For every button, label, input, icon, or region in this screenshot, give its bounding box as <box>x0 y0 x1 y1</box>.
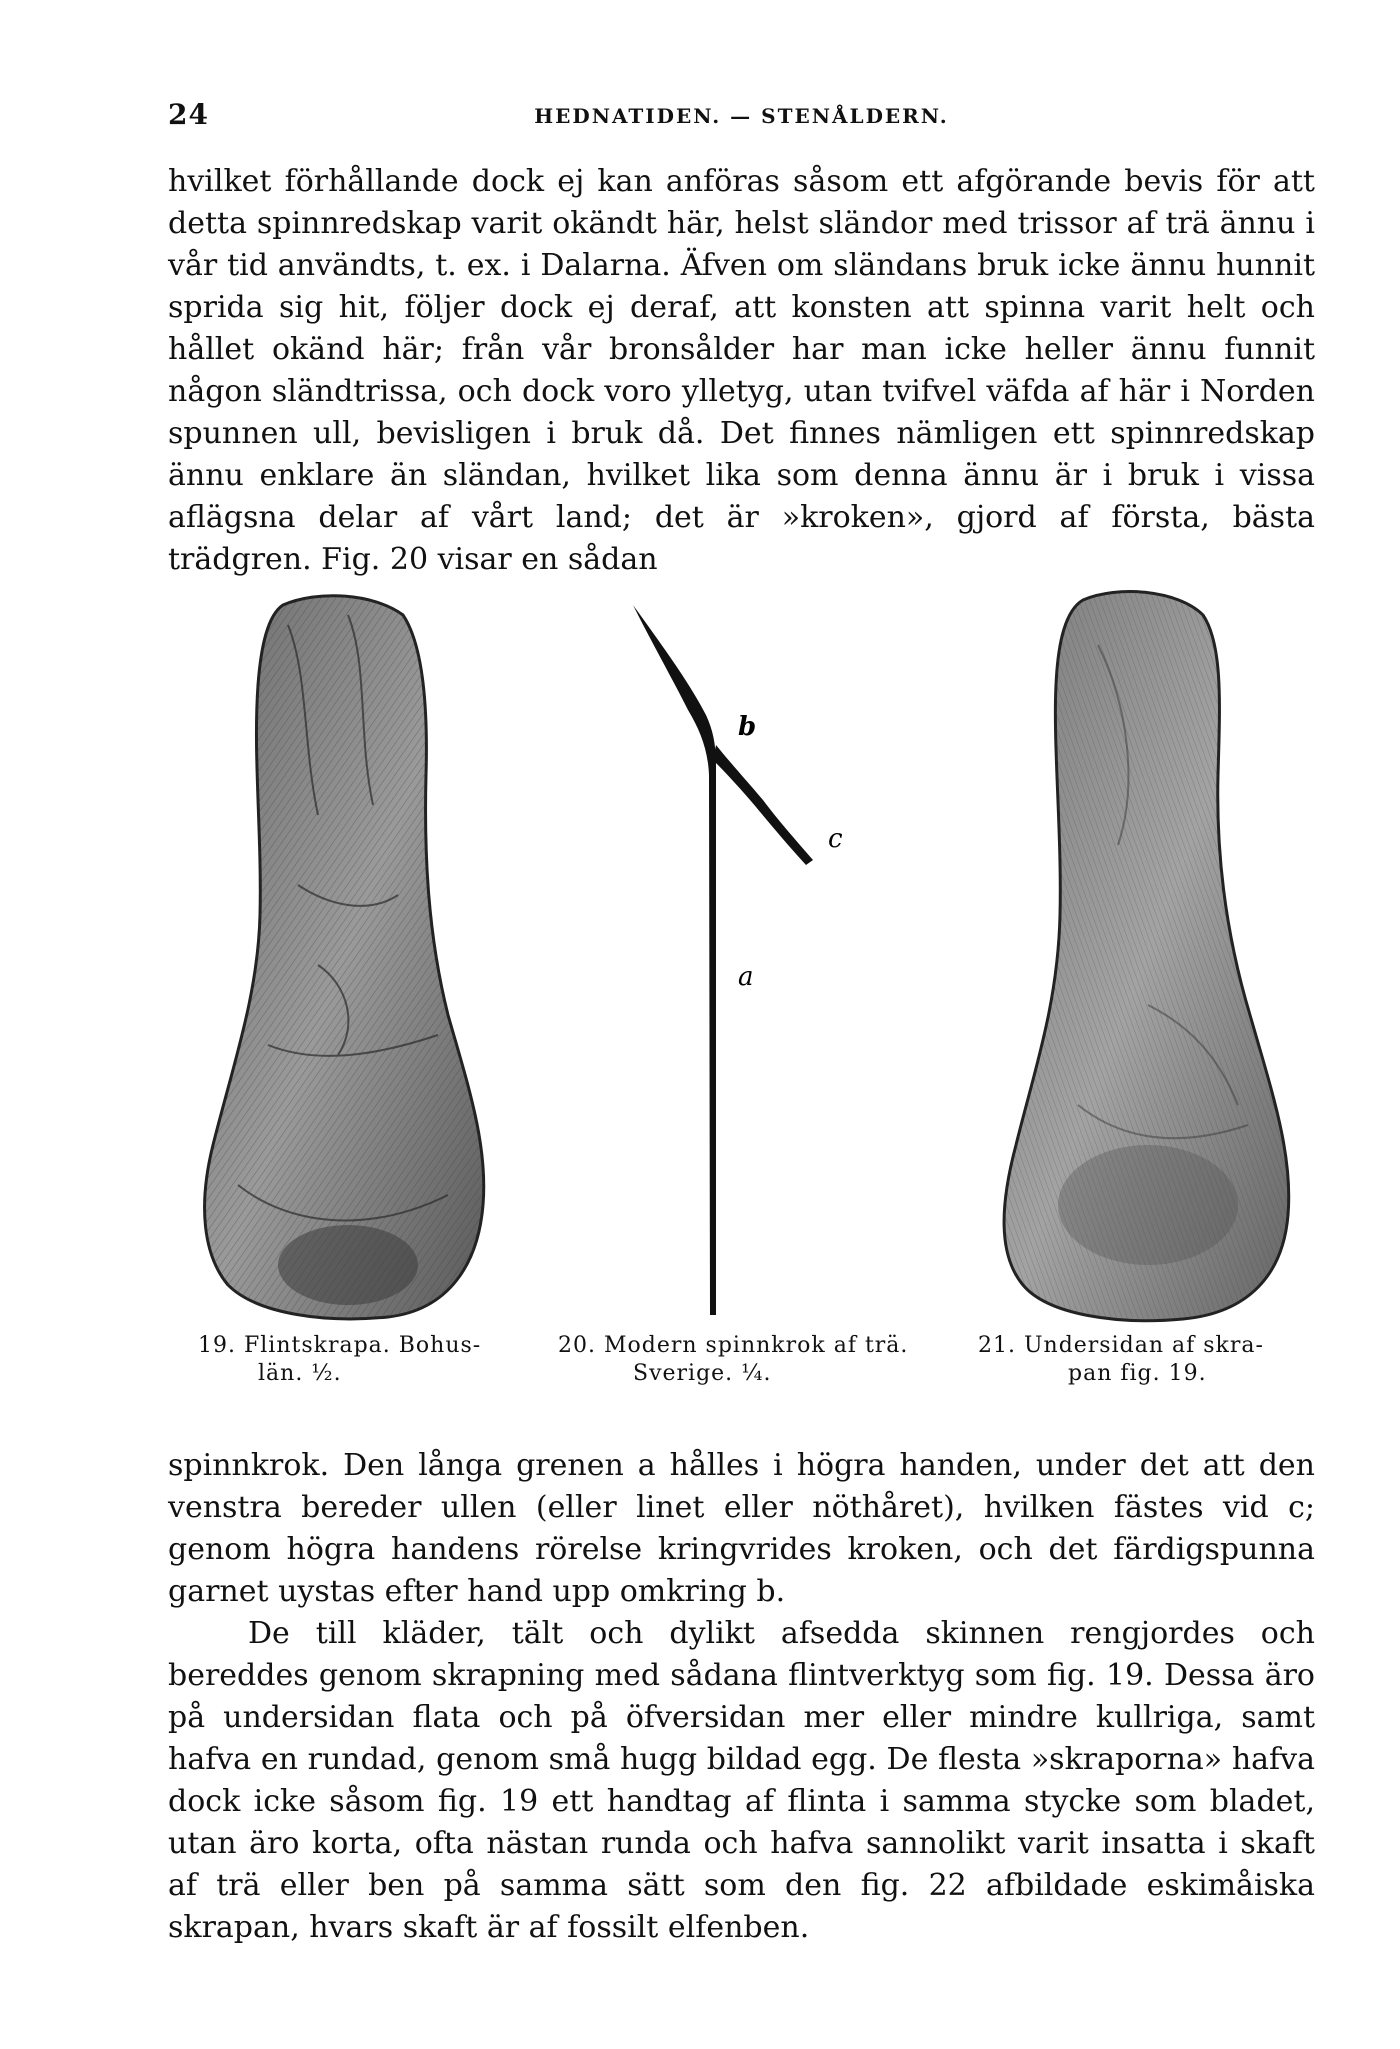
label-b: b <box>738 712 757 742</box>
flint-scraper-illustration <box>198 585 498 1325</box>
running-head: HEDNATIDEN. — STENÅLDERN. <box>534 104 949 128</box>
caption-line: 21. Undersidan af skra- <box>978 1333 1264 1358</box>
paragraph: hvilket förhållande dock ej kan anföras såsom ett afgörande bevis för att detta spinnredskap varit okändt här, helst sländor med trissor af trä ännu i vår tid användts, t. ex. i Dalarna. Äfven om sländans bruk icke ännu hunnit sprida sig hit, följer dock ej deraf, att konsten att spinna varit helt och hållet okänd här; från vår bronsålder har man icke heller ännu funnit någon sländtrissa, och dock voro ylletyg, utan tvifvel väfda af här i Norden spunnen ull, bevisligen i bruk då. Det finnes nämligen ett spinnredskap ännu enklare än sländan, hvilket lika som denna ännu är i bruk i vissa aflägsna delar af vårt land; det är »kroken», gjord af första, bästa trädgren. Fig. 20 visar en sådan <box>168 164 1315 577</box>
body-text-bottom <box>168 1445 1315 1949</box>
spinning-hook-illustration <box>588 585 888 1325</box>
figures-row <box>168 585 1315 1325</box>
caption-line: 19. Flintskrapa. Bohus- <box>198 1333 482 1358</box>
scraper-underside-illustration <box>988 585 1308 1325</box>
page-header <box>168 98 1315 138</box>
caption-line: 20. Modern spinnkrok af trä. <box>558 1333 909 1358</box>
body-text-top <box>168 161 1315 581</box>
caption-fig-21 <box>978 1332 1308 1388</box>
label-a: a <box>738 962 754 992</box>
figure-captions <box>168 1332 1315 1402</box>
caption-fig-20 <box>558 1332 928 1388</box>
label-c: c <box>828 824 843 854</box>
paragraph: spinnkrok. Den långa grenen a hålles i högra handen, under det att den venstra bereder ullen (eller linet eller nöthåret), hvilken fästes vid c; genom högra handens rörelse kringvrides kroken, och det färdigspunna garnet uystas efter hand upp omkring b. <box>168 1448 1315 1609</box>
caption-line: pan fig. 19. <box>1068 1361 1207 1386</box>
caption-fig-19 <box>198 1332 528 1388</box>
paragraph: De till kläder, tält och dylikt afsedda skinnen rengjordes och bereddes genom skrapning med sådana flintverktyg som fig. 19. Dessa äro på undersidan flata och på öfversidan mer eller mindre kullriga, samt hafva en rundad, genom små hugg bildad egg. De flesta »skraporna» hafva dock icke såsom fig. 19 ett handtag af flinta i samma stycke som bladet, utan äro korta, ofta nästan runda och hafva sannolikt varit insatta i skaft af trä eller ben på samma sätt som den fig. 22 afbildade eskimåiska skrapan, hvars skaft är af fossilt elfenben. <box>168 1616 1315 1945</box>
caption-line: län. ½. <box>258 1361 342 1386</box>
caption-line: Sverige. ¼. <box>633 1361 772 1386</box>
page-number: 24 <box>168 98 209 131</box>
